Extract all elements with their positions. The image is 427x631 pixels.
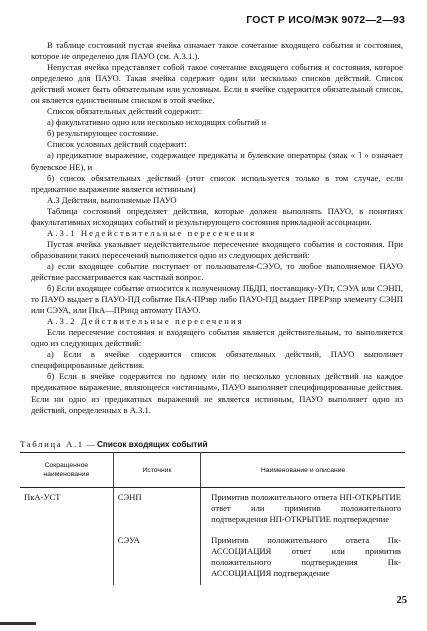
paragraph: Если пересечение состояния и входящего события является действительным, то выполняется одно из следующих действий: [31, 327, 403, 349]
subsection-heading: А.3.2 Действительные пересечения [47, 316, 244, 327]
paragraph: Список обязательных действий содержит: [47, 106, 202, 117]
caption-dash: — [83, 439, 97, 449]
table-title: Список входящих событий [96, 440, 208, 449]
column-header: Сокращенное наименование [20, 453, 113, 488]
table-cell [201, 531, 405, 585]
paragraph: Таблица состояний определяет действия, которые должен выполнять ПАУО, в понятиях факультативных исходящих событий и результирующего состояния прикладной ассоциации. [31, 205, 403, 227]
standard-header: ГОСТ Р ИСО/МЭК 9072—2—93 [246, 14, 405, 26]
table-cell: СЭНП [113, 488, 200, 532]
table-row [20, 531, 405, 585]
incoming-events-table [20, 452, 405, 585]
paragraph: Пустая ячейка указывает недействительное пересечение входящего события и состояния. При образовании таких пересечений выполняется одно из следующих действий: [31, 238, 403, 260]
paragraph: В таблице состояний пустая ячейка означает такое сочетание входящего события и состояния, которое не определено для ПАУО (см. А.3.1.). [31, 40, 403, 62]
table-caption [20, 439, 208, 449]
paragraph: Список условных действий содержит: [47, 139, 187, 150]
table-row [20, 488, 405, 532]
list-item: а) предикатное выражение, содержащее предикаты и булевские операторы (знак « ˥ » означает булевское НЕ), и [31, 150, 403, 172]
list-item: б) Если входящее событие относится к полученному ПБДП, поставщику-УПт, СЭУА или СЭНП, то ПАУО выдает в ПАУО-ПД событие ПкА-ПРзвр либо ПАУО-ПД выдает ПРЕРзпр элементу СЭНП или СЭУА, или ПкА—ПРинд автомату ПАУО. [31, 283, 403, 316]
table-cell [201, 488, 405, 532]
table-header-row [20, 453, 405, 488]
cell-text: Примитив положительного ответа НП-ОТКРЫТИЕ ответ или примитив положительного подтверждения НП-ОТКРЫТИЕ подтверждение [211, 492, 401, 524]
section-heading: А.3 Действия, выполняемые ПАУО [47, 194, 177, 205]
list-item: б) результирующее состояние. [47, 128, 159, 139]
page-number: 25 [396, 595, 407, 606]
scan-mark [0, 622, 36, 625]
column-header: Источник [113, 453, 200, 488]
list-item: а) факультативно одно или несколько исходящих событий и [47, 117, 267, 128]
list-item: а) Если в ячейке содержится список обязательных действий, ПАУО выполняет специфицированные действия. [31, 349, 403, 371]
table-cell: СЭУА [113, 531, 200, 585]
cell-text: Примитив положительного ответа Пк-АССОЦИАЦИЯ ответ или примитив положительного подтверждения Пк-АССОЦИАЦИЯ подтверждение [211, 535, 401, 578]
list-item: б) список обязательных действий (этот список используется только в том случае, если предикатное выражение является истинным) [31, 172, 403, 194]
table-cell [20, 531, 113, 585]
subsection-heading: А.3.1 Недействительные пересечения [47, 227, 257, 238]
paragraph: Непустая ячейка представляет собой такое сочетание входящего события и состояния, которое определено для ПАУО. Такая ячейка содержит один или несколько списков действий. Список действий может быть обязательным или условным. Если в ячейке содержится обязательный список, он является единственным списком в этой ячейке. [31, 62, 403, 106]
table-number: Таблица А.1 [20, 439, 84, 449]
column-header: Наименование и описание [201, 453, 405, 488]
body-text [31, 40, 403, 416]
list-item: а) если входящее событие поступает от пользователя-СЭУО, то любое выполняемое ПАУО действие рассматривается как частный вопрос. [31, 260, 403, 282]
table-cell: ПкА-УСТ [20, 488, 113, 532]
list-item: б) Если в ячейке содержится по одному или по несколько условных действий на каждое предикатное выражение, являющееся «истинным», ПАУО выполняет специфицированные действия. Если ни одно из предикатных выражений не является истинным, ПАУО выполняет одно из действий, определенных в А.3.1. [31, 371, 403, 415]
